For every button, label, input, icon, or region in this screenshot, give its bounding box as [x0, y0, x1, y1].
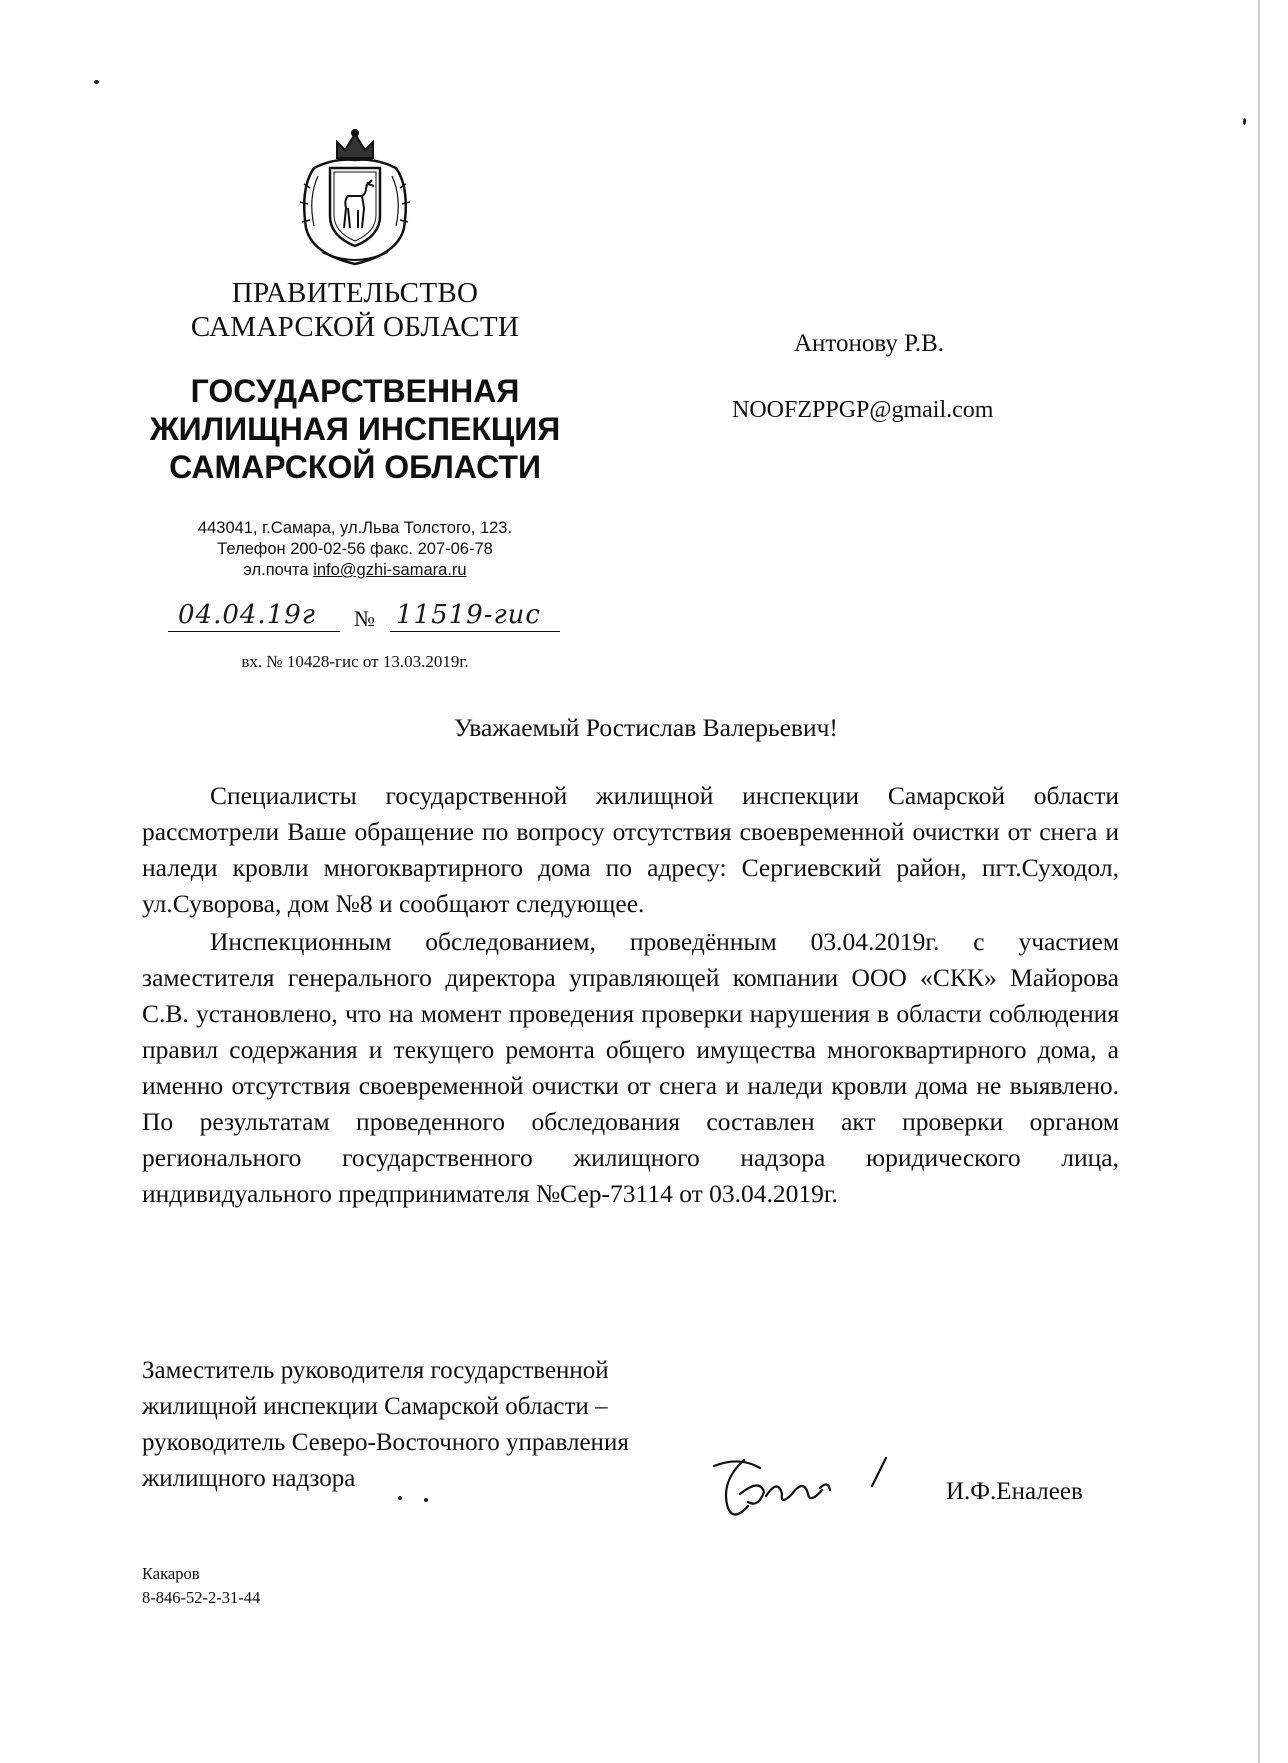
signatory-title-line-4: жилищного надзора: [142, 1465, 356, 1492]
inspection-line-2: ЖИЛИЩНАЯ ИНСПЕКЦИЯ: [149, 411, 561, 447]
government-title: [160, 276, 550, 344]
email-label: эл.почта: [243, 561, 309, 579]
scan-speck: [94, 80, 99, 84]
executor-name: Какаров: [142, 1564, 200, 1583]
phone-fax: Телефон 200-02-56 факс. 207-06-78: [217, 540, 493, 558]
body-paragraph-2: Инспекционным обследованием, проведённым 03.04.2019г. с участием заместителя генерального директора управляющей компании ООО «СКК» Майорова С.В. установлено, что на момент проведения проверки нарушения в области соблюдения правил содержания и текущего ремонта общего имущества многоквартирного дома, а именно отсутствия своевременной очистки от снега и наледи кровли дома не выявлено. По результатам проведенного обследования составлен акт проверки органом регионального государственного жилищного надзора юридического лица, индивидуального предпринимателя №Сер-73114 от 03.04.2019г.: [142, 927, 1119, 1208]
inspection-line-1: ГОСУДАРСТВЕННАЯ: [190, 373, 520, 409]
recipient-email: NOOFZPPGP@gmail.com: [732, 397, 994, 423]
recipient-name: Антонову Р.В.: [794, 330, 945, 357]
inspection-line-3: САМАРСКОЙ ОБЛАСТИ: [169, 449, 541, 485]
salutation: Уважаемый Ростислав Валерьевич!: [454, 713, 838, 742]
organization-contacts: [140, 518, 570, 581]
organization-email-link[interactable]: info@gzhi-samara.ru: [313, 561, 467, 579]
signatory-title-line-1: Заместитель руководителя государственной: [142, 1357, 609, 1384]
signatory-title: [142, 1353, 742, 1497]
postal-address: 443041, г.Самара, ул.Льва Толстого, 123.: [197, 519, 513, 537]
scan-speck: [1243, 118, 1246, 125]
number-underline: [390, 631, 560, 632]
government-line-2: САМАРСКОЙ ОБЛАСТИ: [190, 311, 520, 343]
incoming-reference: вх. № 10428-гис от 13.03.2019г.: [241, 652, 469, 671]
scan-speck: [398, 1496, 402, 1500]
signatory-title-line-3: руководитель Северо-Восточного управления: [142, 1429, 629, 1456]
scan-edge-line: [1258, 0, 1260, 1763]
inspection-title: [140, 372, 570, 486]
registration-date: 04.04.19г: [178, 600, 316, 630]
scan-speck: [424, 1498, 428, 1502]
body-paragraph-1: Специалисты государственной жилищной инспекции Самарской области рассмотрели Ваше обращение по вопросу отсутствия своевременной очистки от снега и наледи кровли многоквартирного дома по адресу: Сергиевский район, пгт.Суходол, ул.Суворова, дом №8 и сообщают следующее.: [142, 781, 1119, 918]
date-underline: [168, 631, 340, 632]
registration-line: [168, 596, 568, 636]
letter-body: [142, 778, 1119, 1212]
executor-info: [142, 1562, 260, 1610]
signatory-title-line-2: жилищной инспекции Самарской области –: [142, 1393, 608, 1420]
email-line: [140, 560, 570, 581]
executor-phone: 8-846-52-2-31-44: [142, 1588, 261, 1607]
handwritten-signature-icon: [700, 1438, 900, 1528]
signatory-name: И.Ф.Еналеев: [946, 1478, 1083, 1505]
government-line-1: ПРАВИТЕЛЬСТВО: [231, 277, 479, 309]
coat-of-arms-icon: [292, 128, 418, 268]
registration-number: 11519-гис: [396, 600, 541, 630]
number-sign: №: [354, 606, 375, 631]
